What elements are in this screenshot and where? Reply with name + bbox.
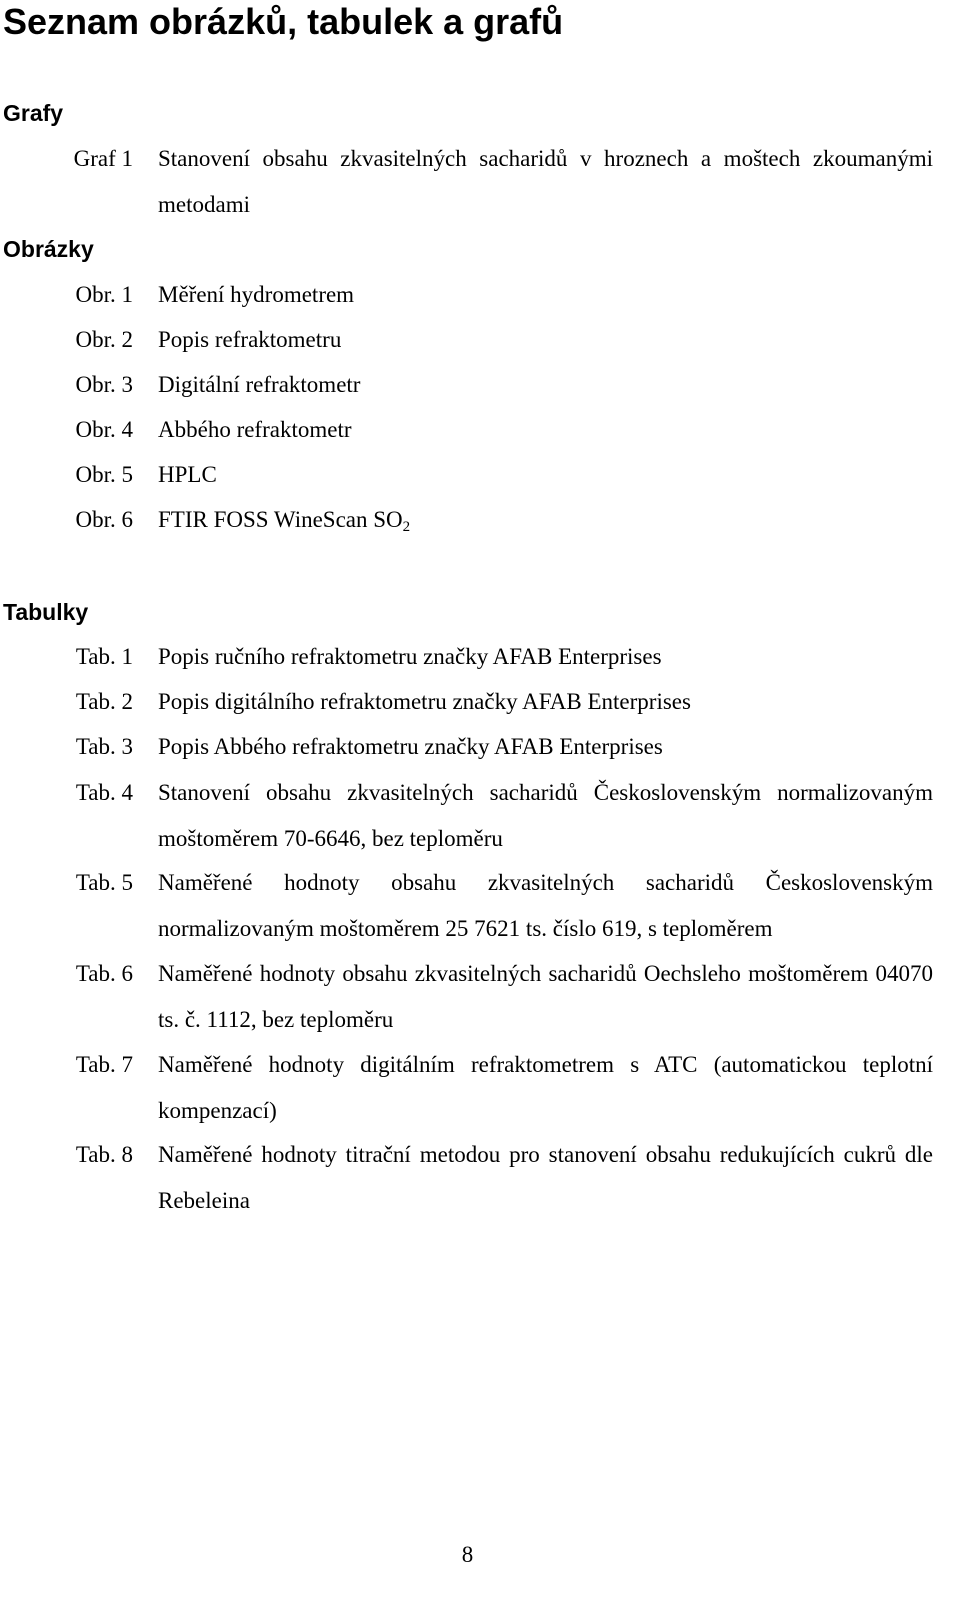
section-heading-obrazky: Obrázky (3, 236, 94, 262)
item-label: Tab. 6 (75, 961, 133, 986)
item-text: Stanovení obsahu zkvasitelných sacharidů v hroznech a moštech zkoumanými metodami (158, 146, 933, 217)
item-label: Tab. 2 (75, 689, 133, 714)
section-heading-tabulky: Tabulky (3, 599, 89, 625)
subscript: 2 (402, 519, 411, 535)
item-label: Obr. 1 (75, 282, 133, 307)
section-heading-grafy: Grafy (3, 100, 64, 126)
item-label: Obr. 4 (75, 417, 133, 442)
item-text: Popis ručního refraktometru značky AFAB Enterprises (158, 644, 662, 669)
item-text: Popis digitálního refraktometru značky AFAB Enterprises (158, 689, 691, 714)
item-text: Naměřené hodnoty obsahu zkvasitelných sacharidů Oechsleho moštoměrem 04070 ts. č. 1112, bez teploměru (158, 961, 933, 1032)
item-text-wrapper (158, 497, 933, 543)
item-text: Naměřené hodnoty digitálním refraktometrem s ATC (automatickou teplotní kompenzací) (158, 1052, 933, 1123)
item-label: Tab. 8 (75, 1142, 133, 1167)
item-label: Tab. 4 (75, 780, 133, 805)
item-text: FTIR FOSS WineScan SO (158, 507, 403, 532)
item-text: Měření hydrometrem (158, 282, 355, 307)
item-label: Obr. 3 (75, 372, 133, 397)
page-title: Seznam obrázků, tabulek a grafů (3, 1, 564, 42)
item-label: Obr. 5 (75, 462, 133, 487)
item-text: Stanovení obsahu zkvasitelných sacharidů Československým normalizovaným moštoměrem 70-6646, bez teploměru (158, 780, 933, 851)
item-text: Digitální refraktometr (158, 372, 361, 397)
item-label: Tab. 1 (75, 644, 133, 669)
item-text: Popis refraktometru (158, 327, 342, 352)
page-number: 8 (461, 1542, 474, 1567)
item-label: Tab. 5 (75, 870, 133, 895)
item-text: Naměřené hodnoty obsahu zkvasitelných sacharidů Československým normalizovaným moštoměrem 25 7621 ts. číslo 619, s teploměrem (158, 870, 933, 941)
item-text: Abbého refraktometr (158, 417, 352, 442)
item-text: Naměřené hodnoty titrační metodou pro stanovení obsahu redukujících cukrů dle Rebeleina (158, 1142, 933, 1213)
item-label: Obr. 6 (75, 507, 133, 532)
item-text: HPLC (158, 462, 217, 487)
item-label: Tab. 3 (75, 734, 133, 759)
item-label: Tab. 7 (75, 1052, 133, 1077)
item-label: Obr. 2 (75, 327, 133, 352)
item-text: Popis Abbého refraktometru značky AFAB Enterprises (158, 734, 663, 759)
item-label: Graf 1 (73, 146, 133, 171)
